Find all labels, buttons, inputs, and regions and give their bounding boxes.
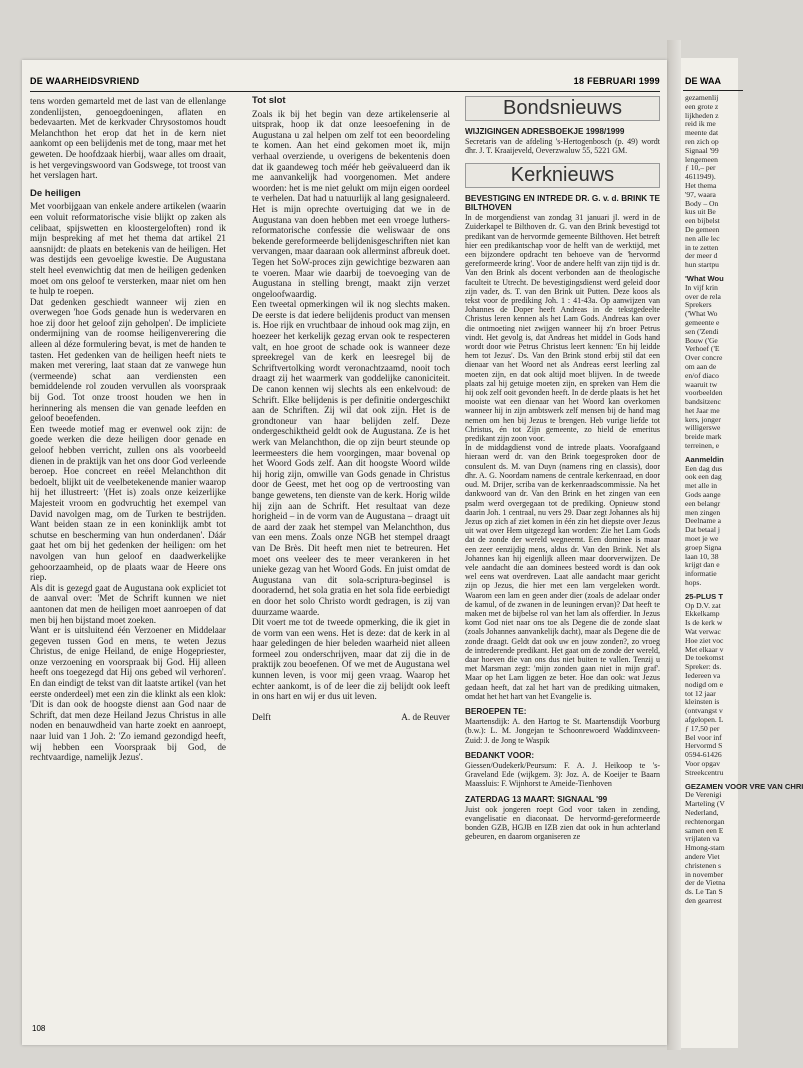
facing-line: Op D.V. zat — [685, 600, 721, 610]
facing-line: Signaal '99 — [685, 145, 719, 155]
facing-line: krijgt dan e — [685, 560, 720, 570]
facing-line: om aan de — [685, 361, 717, 371]
signature-place: Delft — [252, 711, 271, 722]
header-rule — [30, 91, 660, 92]
facing-line: nen alle lec — [685, 233, 720, 243]
facing-line: een belangr — [685, 498, 721, 508]
facing-line: Nederland, — [685, 807, 719, 817]
facing-line: Is de kerk w — [685, 618, 723, 628]
paragraph: Secretaris van de afdeling 's-Hertogenbosch (p. 49) wordt dhr. J. T. Kraaijeveld, Oeverzwaluw 55, 5221 GM. — [465, 136, 660, 155]
facing-line: Spreker: ds. — [685, 662, 722, 672]
facing-line: kleinsten is — [685, 697, 720, 707]
column-1 — [30, 96, 226, 763]
facing-line: het Jaar me — [685, 405, 720, 415]
facing-line: vrijlaten va — [685, 834, 720, 844]
section-heading: Tot slot — [252, 95, 286, 106]
page-number: 108 — [32, 1024, 46, 1033]
facing-line: kus uit Be — [685, 207, 716, 217]
section-heading: De heiligen — [30, 187, 81, 199]
bondsnieuws-banner: Bondsnieuws — [465, 96, 660, 121]
facing-line: 4611949). — [685, 172, 716, 182]
facing-line: sen ('Zendi — [685, 326, 719, 336]
paragraph: Een tweede motief mag er evenwel ook zijn: de goede werken die deze heiligen door genade en geloof hebben verricht, zullen ons als voorbeeld dienen in de praktijk van het ons door God verleende beroep. Hoe concreet en reëel Melanchthon dit bedoelt, blijkt uit de veelbetekenende manier waarop hij het illustreert: '(Het is) zoals onze keizerlijke Majesteit vroom en godvruchtig het exempel van David navolgen mag, om de Turken te bestrijden. Want beiden staan ze in een koninklijk ambt tot schutse en bescherming van hun onderdanen'. Dáár gaat het om bij het gedenken der heiligen: om het navolgen van hun geloof en daadwerkelijke gehoorzaamheid, op de plaats waar de Heere ons riep. — [30, 423, 226, 583]
news-heading: ZATERDAG 13 MAART: SIGNAAL '99 — [465, 794, 608, 804]
paragraph: In de morgendienst van zondag 31 januari jl. werd in de Zuiderkapel te Bilthoven dr. G. van den Brink bevestigd tot predikant van de hervormde gemeente Bilthoven. Het betreft hier een predikantschap voor de helft van de werktijd, met een bijzondere opdracht ten behoeve van de 'hervormd gereformeerde kring'. Voor de andere helft van zijn tijd is dr. Van den Brink als docent verbonden aan de theologische faculteit te Utrecht. De bevestigingsdienst werd geleid door zijn vader, ds. T. van den Brink uit Putten. Deze koos als tekst voor de prediking Joh. 1 : 41-43a. Op aanwijzen van Johannes de Doper heeft Andreas in de tekstgedeelte Christus leren kennen als het Lam Gods. Andreas kan over die ontmoeting niet zwijgen wanneer hij z'n broer Petrus vindt. Het gevolg is, dat Andreas het middel in Gods hand wordt door wie Petrus Christus leert kennen: 'En hij leidde hem tot Jezus'. Ds. Van den Brink stond erbij stil dat een dienaar van het Woord net als Andreas eerst leerling zal moeten zijn, en dat ook altijd moet blijven. In de tweede plaats zal hij getuige moeten zijn, en spreken van Hem die hij ook zelf ooit gevonden heeft. In de derde plaats is het het mooiste wat een dienaar van het Woord kan overkomen wanneer hij in zijn ambtswerk zelf mensen bij de hand mag nemen om hen bij Jezus te brengen. Heb vurige liefde tot Christus, én tot Zijn gemeente, zo hield de emeritus predikant zijn zoon voor. — [465, 213, 660, 444]
facing-line: tot 12 jaar — [685, 688, 716, 698]
facing-line: ('What Wo — [685, 309, 718, 319]
facing-line: met alle in — [685, 481, 718, 491]
facing-line: laan 10, 38 — [685, 551, 719, 561]
column-3 — [465, 96, 660, 842]
facing-line: De toekomst — [685, 653, 724, 663]
facing-line: in november — [685, 869, 724, 879]
signature-line — [252, 712, 450, 723]
facing-line: Dat betaal j — [685, 525, 720, 535]
publication-title: DE WAARHEIDSVRIEND — [30, 76, 140, 86]
facing-line: lijkheden z — [685, 110, 719, 120]
facing-line: Bel voor inf — [685, 732, 722, 742]
news-heading: BEVESTIGING EN INTREDE DR. G. v. d. BRINK TE BILTHOVEN — [465, 193, 660, 212]
facing-line: Body – On — [685, 198, 719, 208]
facing-line: ook een dag — [685, 472, 722, 482]
facing-line: gemeente e — [685, 317, 720, 327]
paragraph: Dit voert me tot de tweede opmerking, die ik giet in de vorm van een wens. Het is deze: dat de kerk in al haar geledingen de hier beleden waarheid niet alleen formeel zou onderschrijven, maar dat zij die in de praktijk zou beoefenen. Of we met de Augustana wel kunnen leven, is voor mij geen vraag. Waarop het echter aankomt, is of de leer die zij belijdt ook leeft in ons hart en wij er dus uit leven. — [252, 617, 450, 702]
facing-line: De gemeen — [685, 224, 720, 234]
paragraph: Maartensdijk: A. den Hartog te St. Maartensdijk Voorburg (b.w.): L. M. Jongejan te Schoonrewoerd Waddinxveen-Zuid: J. de Jong te Waspik — [465, 717, 660, 745]
facing-line: De Verenigi — [685, 790, 722, 800]
facing-line: Streekcentru — [685, 767, 724, 777]
facing-line: ren zich op — [685, 136, 719, 146]
facing-line: Hervormd S — [685, 741, 723, 751]
facing-line: 0594-61426 — [685, 750, 722, 760]
facing-line: hun startpu — [685, 260, 719, 270]
facing-header: DE WAA — [685, 76, 721, 86]
facing-line: Gods aange — [685, 490, 721, 500]
facing-line: hops. — [685, 578, 702, 588]
paragraph: Als dit is gezegd gaat de Augustana ook expliciet tot de aanval over: 'Met de Schrift kunnen we niet aantonen dat men de heiligen moet aanroepen of dat men bij hen bijstand moet zoeken. — [30, 582, 226, 625]
paragraph: tens worden gemarteld met de last van de ellenlange zondenlijsten, genoegdoeningen, aflaten en bedevaarten. Met de kerkvader Chrysostomos houdt Melanchthon het erop dat het in de kern niet aankomt op een belijdenis met de tong, maar met het geweten. De hoofdzaak hierbij, waar alles om draait, is het vergevingswoord van Godswege, tot troost van het verslagen hart. — [30, 96, 226, 181]
facing-heading: GEZAMEN VOOR VRE VAN CHRI — [685, 781, 803, 791]
facing-line: en/of diaco — [685, 370, 719, 380]
facing-line: willigerswe — [685, 423, 721, 433]
column-2 — [252, 96, 450, 722]
news-heading: BEROEPEN TE: — [465, 706, 527, 716]
facing-line: gezamenlij — [685, 93, 719, 102]
facing-line: kers, jonger — [685, 414, 721, 424]
facing-line: men zingen — [685, 507, 721, 517]
facing-line: lengemeen — [685, 154, 718, 164]
facing-line: bandsitzenc — [685, 397, 721, 407]
paragraph: Met voorbijgaan van enkele andere artikelen (waarin een voluit reformatorische visie blijkt op zaken als celibaat, spijswetten en kloostergeloften) rond ik mijn bespreking af met het thema dat artikel 21 aansnijdt: de plaats en betekenis van de heiligen. Het was destijds een gevoelige kwestie. De Augustana stelt heel evenwichtig dat men de heiligen gedenken moet om ons geloof te versterken, maar niet om hen te hulp te roepen. — [30, 201, 226, 297]
kerknieuws-banner: Kerknieuws — [465, 163, 660, 188]
facing-line: den gearrest — [685, 895, 722, 905]
facing-line: (ontvangst v — [685, 706, 723, 716]
facing-line: ƒ 10,– per — [685, 163, 716, 173]
facing-line: moet je we — [685, 534, 719, 544]
paragraph: Zoals ik bij het begin van deze artikelenserie al uitsprak, hoop ik dat onze leesoefening in de Augustana u zal helpen om zelf tot een beoordeling te komen. Aan het eind gekomen moet ik, mijn verhaal overziende, u overigens de bekentenis doen dat ik gaandeweg toch méér heb geëvalueerd dan ik me aanvankelijk had voorgenomen. Met andere woorden: het is me niet gelukt om mijn eigen oordeel te verhelen. Dat had u natuurlijk al lang gesignaleerd. Het is mijn oprechte overtuiging dat we in de Augustana van doen hebben met een vroege luthers-reformatorische confessie die weliswaar de ons bekende gereformeerde belijdenisgeschriften niet kan vervangen, maar daaraan ook allerminst afbreuk doet. Tegen het SoW-proces zijn gewichtige bezwaren aan te voeren. Maar wie daarbij de toevoeging van de Augustana in stelling brengt, maakt zijn verzet ongeloofwaardig. — [252, 108, 450, 299]
facing-heading: 25-PLUS T — [685, 591, 723, 601]
facing-line: voorbeelden — [685, 388, 723, 398]
facing-line: Sprekers — [685, 300, 712, 310]
paragraph: Giessen/Oudekerk/Peursum: F. A. J. Heikoop te 's-Graveland Ede (wijkgem. 3): Joz. A. de Koeijer te Baarn Maassluis: F. Wijnhorst te Ameide-Tienhoven — [465, 760, 660, 789]
facing-header-rule — [683, 90, 743, 91]
facing-line: Deelname a — [685, 516, 722, 526]
facing-line: '97, waara — [685, 189, 716, 199]
facing-line: Iedereen va — [685, 671, 721, 680]
facing-line: Hmong-stam — [685, 843, 725, 853]
facing-line: In vijf krin — [685, 282, 718, 292]
facing-line: over de rela — [685, 291, 721, 301]
paragraph: Juist ook jongeren roept God voor taken in zending, evangelisatie en diaconaat. De hervormd-gereformeerde bonden GZB, HGJB en IZB zien dat ook in hun achterland gebeuren, en daarom organiseren ze — [465, 804, 660, 842]
newspaper-page — [22, 60, 667, 1045]
facing-line: samen een E — [685, 825, 724, 835]
facing-line: groep Signa — [685, 542, 722, 552]
facing-line: in te zetten — [685, 242, 719, 252]
facing-line: een grote z — [685, 101, 719, 111]
facing-line: Wat verwac — [685, 627, 721, 637]
paragraph: In de middagdienst vond de intrede plaats. Voorafgaand hieraan werd dr. van den Brink toegesproken door de consulent ds. M. van Duyn (namens ring en classis), door dhr. A. G. Noordam namens de centrale kerkenraad, en door oud. M. Drijer, scriba van de kerkenraadscommissie. Na het dankwoord van dr. Van den Brink en het zingen van een psalm werd overgegaan tot de prediking. Opnieuw stond daarin Joh. 1 centraal, nu vers 29. Daar zegt Johannes als hij Jezus op zich af ziet komen in één zin het diepste over Jezus uit wat over Hem uitgezegd kan worden: Zie het Lam Gods dat de zonde der wereld wegneemt. Een dominee is maar een zeer eenzijdig mens, aldus dr. Van den Brink. Net als Johannes kan hij eigenlijk alleen maar doorverwijzen. De vele aandacht die aan dominees besteed wordt is dan ook wel eens wat overdreven. Laat alle aandacht maar gericht zijn op Jezus, die hier met een lam vergeleken wordt. Waarom een lam en geen ander dier (zoals de adelaar onder de kamul, of de zwanen in de leuningen ervan)? Dat heeft te maken met de bijbelse rol van het lam als offerdier. In Jezus komt God niet naar ons toe als Degene die de zonde slaat (zoals Johannes aanvankelijk dacht), maar als Degene die de zonde draagt. Geldt dat ook uw en jouw zonden?, zo vroeg de intrederende predikant. Het gaat om de zonde der wereld, daar hoeven die van ons dus niet buiten te vallen. Tenzij u met Marsman zegt: 'mijn zonden gaan niet in mijn graf'. Maar op het Lam liggen ze beter. Hoe dan ook: wat Jezus gedaan heeft, dat zal het hart van de prediking uitmaken, omdat het het hart van het Evangelie is. — [465, 443, 660, 701]
paragraph: Want er is uitsluitend één Verzoener en Middelaar gegeven tussen God en mens, te weten Jezus Christus, de enige Heiland, de enige Hogepriester, onze verzoening en voorspraak bij God. Hij alleen heeft ons toegezegd dat Hij ons gebed wil verhoren'. En dan eindigt de tekst van dit laatste artikel (van het eerste onderdeel) met een zin die klinkt als een klok: 'Dit is dan ook de hoogste dienst aan God naar de Schrift, dat men deze Heiland Jezus Christus in alle noden en benauwdheid van harte zoekt en aanroept, naar luid van 1 Joh. 2: 'Zo iemand gezondigd heeft, wij hebben een Voorspraak bij God, de rechtvaardige, namelijk Jezus'. — [30, 625, 226, 763]
news-heading: BEDANKT VOOR: — [465, 750, 535, 760]
news-heading: WIJZIGINGEN ADRESBOEKJE 1998/1999 — [465, 126, 625, 136]
facing-line: Over concre — [685, 353, 723, 363]
facing-line: breide mark — [685, 432, 722, 442]
running-header — [30, 76, 660, 90]
facing-line: der meer d — [685, 251, 718, 261]
page-spine — [667, 40, 681, 1050]
issue-date: 18 FEBRUARI 1999 — [573, 76, 660, 86]
facing-line: Marteling (V — [685, 799, 725, 809]
facing-line: meente dat — [685, 128, 719, 138]
facing-line: Verhoef ('E — [685, 344, 720, 354]
facing-line: informatie — [685, 569, 717, 579]
facing-line: terreinen, e — [685, 441, 720, 451]
facing-line: waaruit tw — [685, 379, 718, 389]
facing-line: Een dag dus — [685, 463, 723, 473]
facing-line: Ekkelkamp — [685, 609, 720, 619]
facing-page — [681, 58, 803, 1048]
facing-line: reid ik me — [685, 119, 716, 129]
facing-line: Bouw ('Ge — [685, 335, 718, 345]
facing-line: Met elkaar v — [685, 644, 724, 654]
signature-author: A. de Reuver — [401, 711, 450, 722]
facing-column — [685, 93, 803, 906]
facing-line: Voor opgav — [685, 758, 721, 768]
facing-heading: Aanmeldin — [685, 454, 724, 464]
facing-line: afgelopen. L — [685, 714, 724, 724]
facing-line: ds. Le Tan S — [685, 887, 723, 897]
facing-line: christenen s — [685, 860, 722, 870]
paragraph: Dat gedenken geschiedt wanneer wij zien en overwegen 'hoe Gods genade hun is wedervaren en hoe zij door het geloof zijn geholpen'. De impliciete ondermijning van de roomse heiligenverering die alleen al déze formulering bevat, is met de handen te tasten. Het gedenken van de heiligen heeft niets te maken met verering, laat staan dat ze vanwege hun (vermeende) schat aan verdiensten een bemiddelende rol zouden vervullen als voorspraak bij God. Tot onze troost houden we hen in herinnering als mensen die van genade leefden en geloof beoefenden. — [30, 296, 226, 424]
facing-line: ƒ 17,50 per — [685, 723, 720, 733]
facing-line: Hoe ziet voc — [685, 635, 724, 645]
facing-line: Het thema — [685, 180, 717, 190]
facing-line: der de Vietna — [685, 878, 726, 888]
facing-line: nodigd om e — [685, 679, 723, 689]
facing-line: een bijbelst — [685, 216, 720, 226]
facing-line: andere Viet — [685, 851, 720, 861]
facing-line: rechtenorgan — [685, 816, 725, 826]
paragraph: Een tweetal opmerkingen wil ik nog slechts maken. De eerste is dat iedere belijdenis product van mensen is. Hoe rijk en vruchtbaar de inhoud ook mag zijn, en hoezeer het kerkelijk gezag ervan ook te respecteren valt, en hoe groot de schade ook is wanneer deze spreekregel van de kerk en leesregel bij de Schriftvertolking wordt veronachtzaamd, nooit toch draagt zij het waarmerk van goddelijke canoniciteit. De canon kennen wij slechts als een enkelvoud: de Schrift. Elke belijdenis is per definitie ondergeschikt aan de Schriften. Zij wil dat ook zijn. Het is de grondtoneur van haar belijden zelf. Deze ondergeschiktheid geldt ook de Augustana. Ze is het werk van Melanchthon, die op zijn beurt steunde op leermeesters die hem voorgingen, maar bovenal op het Woord Gods zelf. Aan dit hoogste Woord wilde hij horig zijn, omwille van Gods genade in Christus door de Geest, met het oog op de vertroosting van bange gewetens, ten dienste van de kerk. Horig wilde hij zijn aan de Schrift. Het resultaat van deze horigheid – in de vorm van de Augustana – draagt uit de aard der zaak het stempel van Melanchthon, dus van een mens. Zoals onze NGB het stempel draagt van De Brès. Dit heeft men niet te betreuren. Het moet ons veeleer des te meer verankeren in het unieke gezag van het Woord Gods. En juist omdat de Augustana van dit sola-scriptura-beginsel is dooradernd, het sola gratia en het sola fide eerbiedigt en door het solo Christo wordt gedragen, is zij van duurzame waarde. — [252, 299, 450, 617]
facing-heading: 'What Wou — [685, 273, 724, 283]
